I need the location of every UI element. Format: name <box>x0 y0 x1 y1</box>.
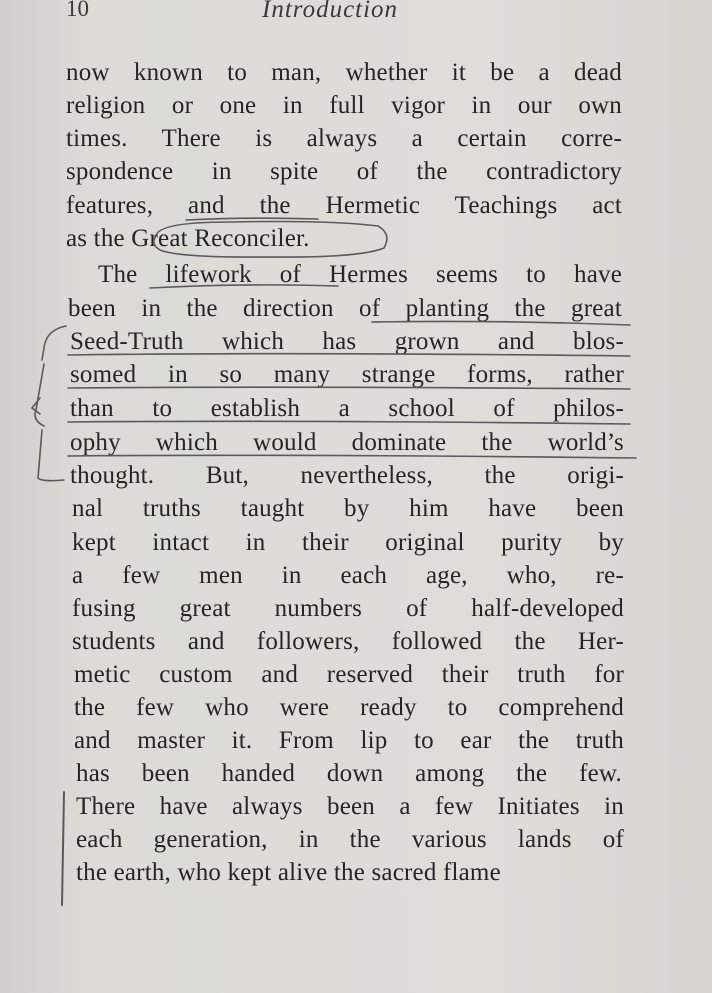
text-line: times. There is always a certain corre- <box>66 125 622 152</box>
text-line: features, and the Hermetic Teachings act <box>66 192 622 219</box>
text-line: than to establish a school of philos- <box>70 395 624 422</box>
text-line: Seed-Truth which has grown and blos- <box>70 328 624 355</box>
text-line: metic custom and reserved their truth for <box>74 661 624 688</box>
text-line: spondence in spite of the contradictory <box>66 158 622 185</box>
text-line: nal truths taught by him have been <box>72 495 624 522</box>
text-line: thought. But, nevertheless, the origi- <box>70 462 624 489</box>
text-line: has been handed down among the few. <box>76 760 622 787</box>
text-line: as the Great Reconciler. <box>66 225 310 252</box>
text-line: religion or one in full vigor in our own <box>66 92 622 119</box>
text-line: somed in so many strange forms, rather <box>70 361 624 388</box>
text-line: a few men in each age, who, re- <box>72 562 624 589</box>
text-line: ophy which would dominate the world’s <box>70 429 624 456</box>
text-line: the few who were ready to comprehend <box>74 694 624 721</box>
running-title: Introduction <box>262 0 399 23</box>
text-line: and master it. From lip to ear the truth <box>74 727 624 754</box>
text-line: The lifework of Hermes seems to have <box>98 261 622 288</box>
text-line: kept intact in their original purity by <box>72 529 624 556</box>
margin-tick <box>32 398 40 414</box>
text-line: There have always been a few Initiates in <box>76 793 624 820</box>
text-line: the earth, who kept alive the sacred flame <box>76 859 501 886</box>
margin-bracket <box>35 326 66 481</box>
page-header <box>0 0 712 22</box>
text-line: now known to man, whether it be a dead <box>66 59 622 86</box>
page-number: 10 <box>66 0 89 21</box>
text-line: each generation, in the various lands of <box>76 826 624 853</box>
text-line: fusing great numbers of half-developed <box>72 595 624 622</box>
text-line: students and followers, followed the Her- <box>72 628 624 655</box>
margin-line <box>62 792 64 905</box>
text-line: been in the direction of planting the great <box>68 295 622 322</box>
